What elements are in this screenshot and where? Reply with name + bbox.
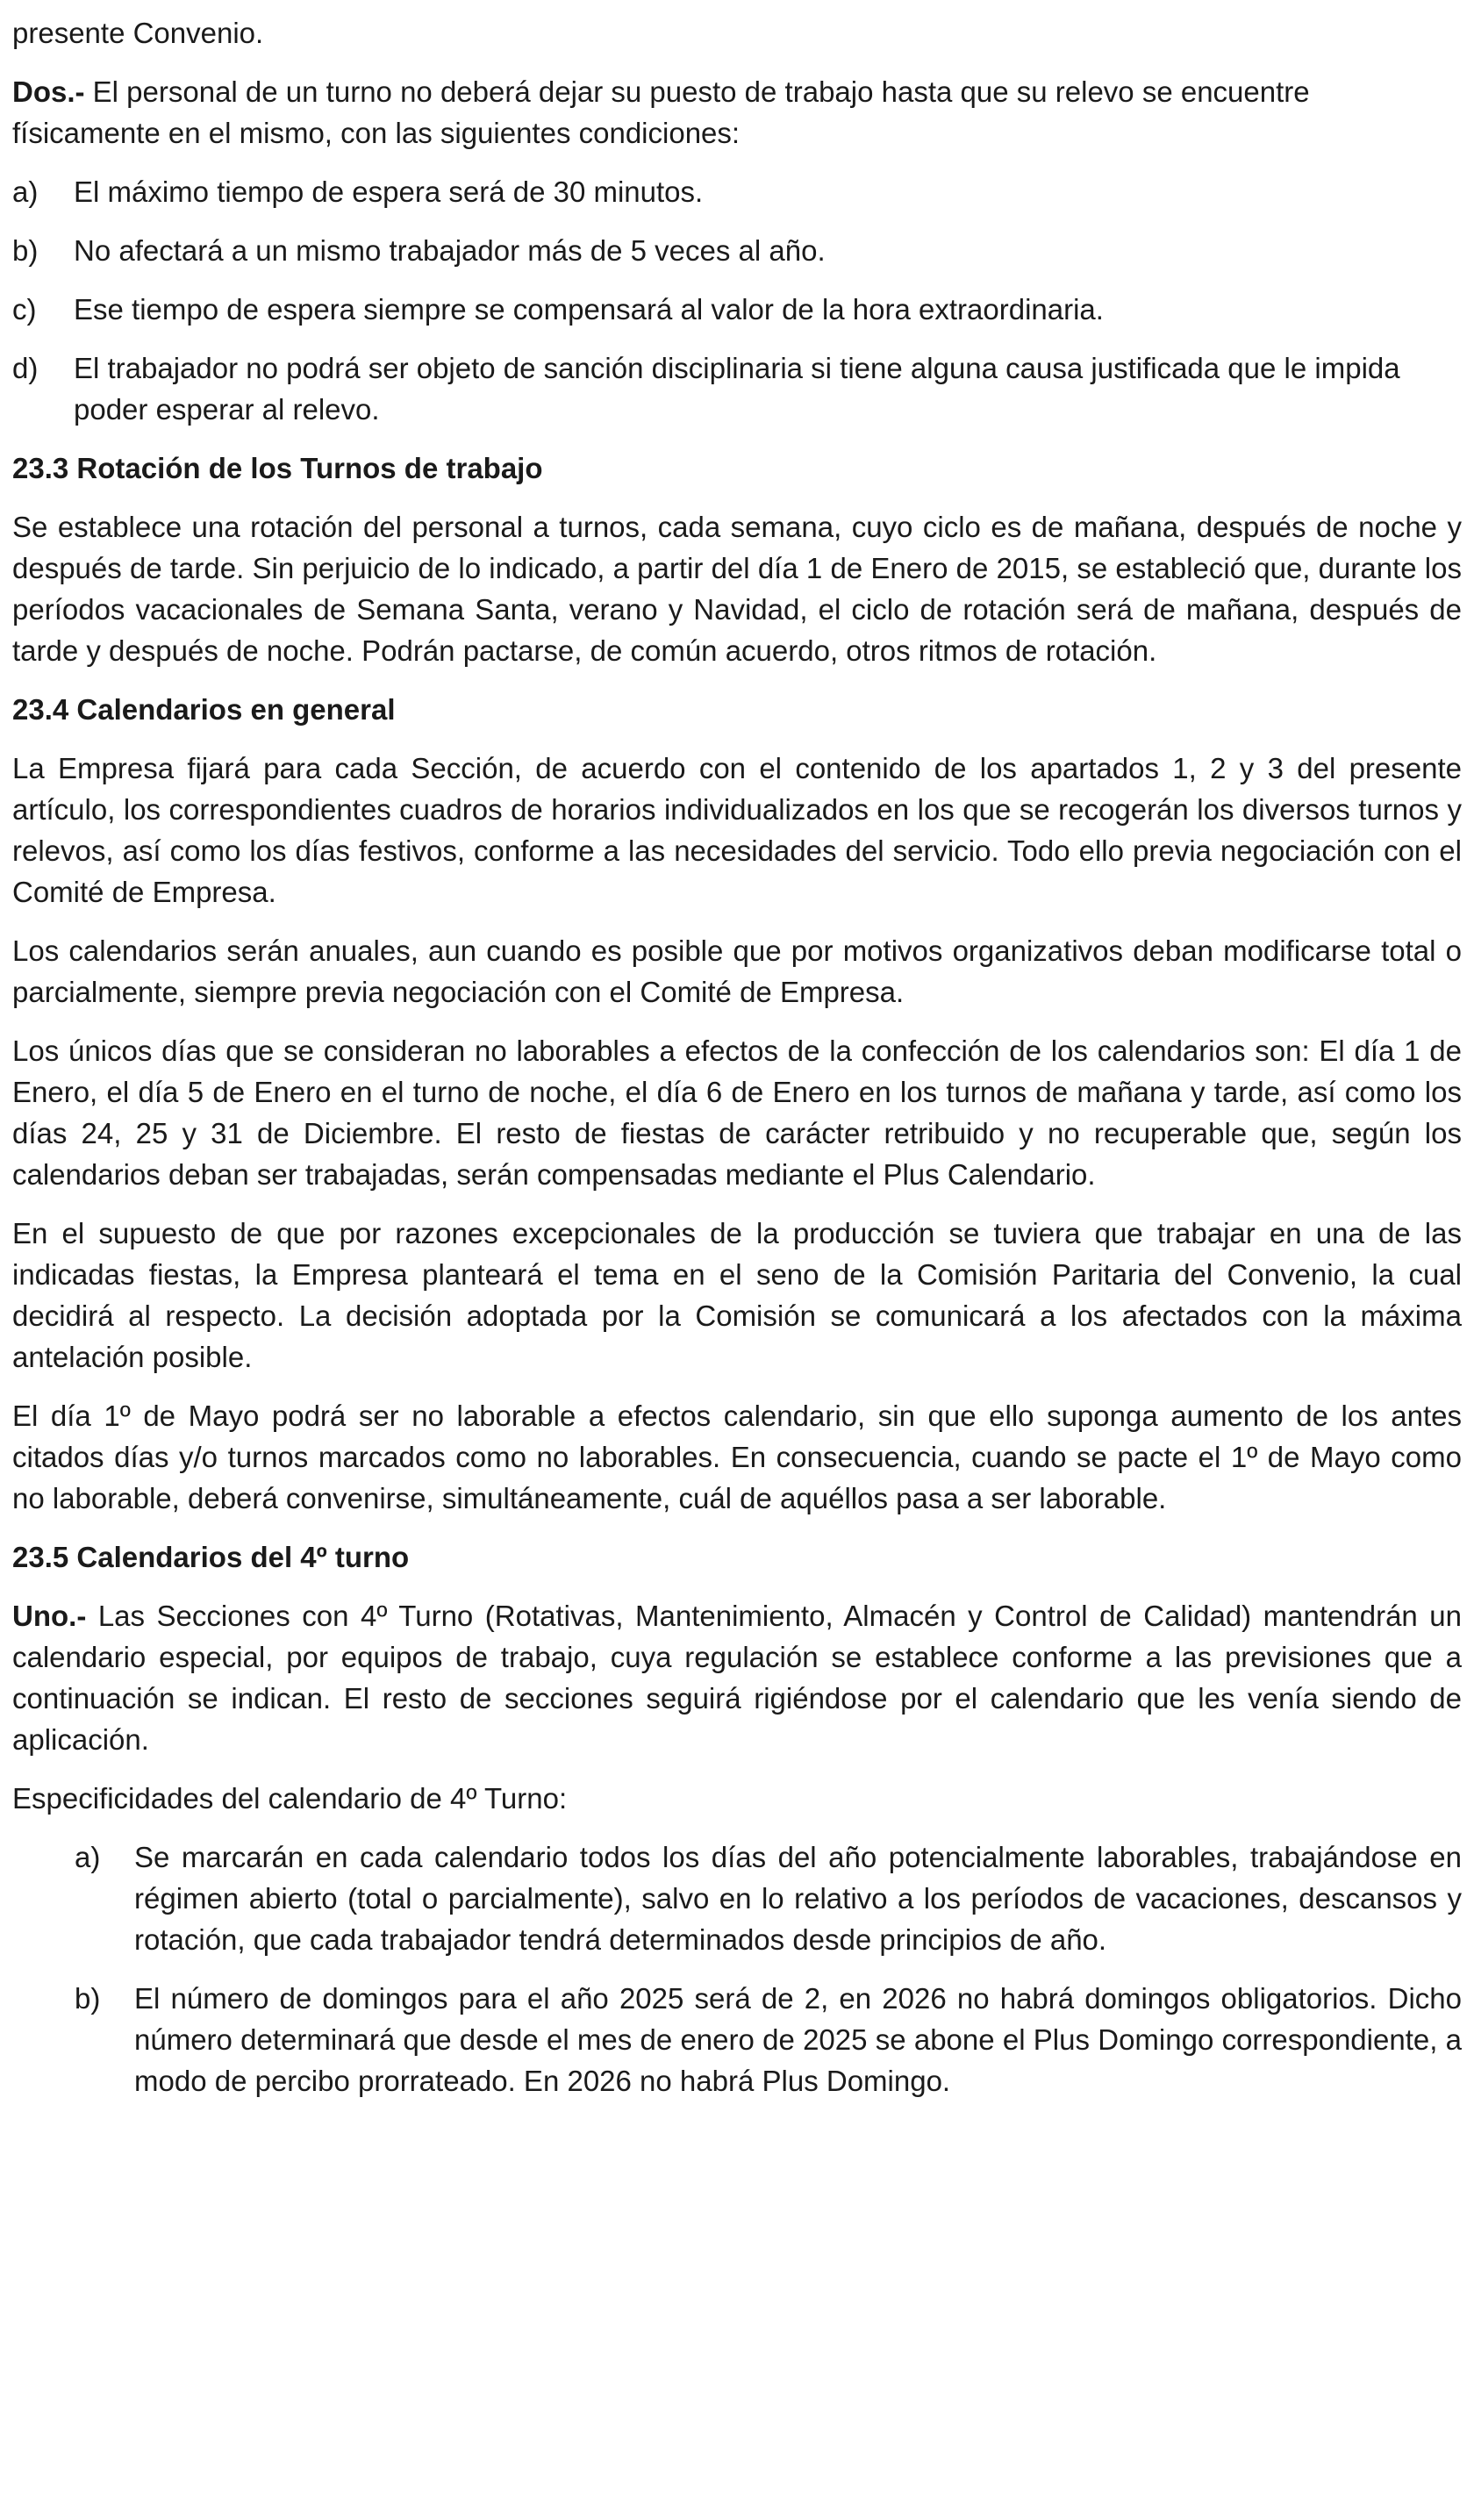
- uno-lead: Uno.-: [12, 1600, 87, 1632]
- section-heading-23-4: 23.4 Calendarios en general: [12, 693, 396, 726]
- list-item-text: El número de domingos para el año 2025 será de 2, en 2026 no habrá domingos obligatorios. Dicho número determinará que desde el mes de enero de 2025 se abone el Plus Domingo correspondiente, a modo de percibo prorrateado. En 2026 no habrá Plus Domingo.: [134, 1982, 1462, 2097]
- list-item-label: c): [12, 293, 37, 326]
- list-item-label: a): [12, 175, 39, 208]
- dos-lead: Dos.-: [12, 75, 85, 108]
- list-item-text: Se marcarán en cada calendario todos los días del año potencialmente laborables, trabajándose en régimen abierto (total o parcialmente), salvo en lo relativo a los períodos de vacaciones, descansos y rotación, que cada trabajador tendrá determinados desde principios de año.: [134, 1841, 1462, 1956]
- list-item-text: Ese tiempo de espera siempre se compensará al valor de la hora extraordinaria.: [74, 293, 1104, 326]
- paragraph: Los únicos días que se consideran no laborables a efectos de la confección de los calendarios son: El día 1 de Enero, el día 5 de Enero en el turno de noche, el día 6 de Enero en los turnos de mañana y tarde, así como los días 24, 25 y 31 de Diciembre. El resto de fiestas de carácter retribuido y no recuperable que, según los calendarios deban ser trabajadas, serán compensadas mediante el Plus Calendario.: [12, 1034, 1462, 1191]
- list-item: [12, 171, 1462, 212]
- section-heading-23-5: 23.5 Calendarios del 4º turno: [12, 1541, 410, 1573]
- list-item: [12, 289, 1462, 330]
- list-item: [12, 1978, 1462, 2101]
- paragraph: Los calendarios serán anuales, aun cuando es posible que por motivos organizativos deban modificarse total o parcialmente, siempre previa negociación con el Comité de Empresa.: [12, 934, 1462, 1008]
- intro-fragment: presente Convenio.: [12, 17, 264, 49]
- uno-paragraph: [12, 1595, 1462, 1760]
- list-item: [12, 230, 1462, 271]
- list-item-label: a): [75, 1841, 101, 1873]
- paragraph: La Empresa fijará para cada Sección, de acuerdo con el contenido de los apartados 1, 2 y 3 del presente artículo, los correspondientes cuadros de horarios individualizados en los que se recogerán los diversos turnos y relevos, así como los días festivos, conforme a las necesidades del servicio. Todo ello previa negociación con el Comité de Empresa.: [12, 752, 1462, 908]
- paragraph: En el supuesto de que por razones excepcionales de la producción se tuviera que trabajar en una de las indicadas fiestas, la Empresa planteará el tema en el seno de la Comisión Paritaria del Convenio, la cual decidirá al respecto. La decisión adoptada por la Comisión se comunicará a los afectados con la máxima antelación posible.: [12, 1217, 1462, 1373]
- list-item-label: d): [12, 352, 39, 384]
- paragraph: Se establece una rotación del personal a turnos, cada semana, cuyo ciclo es de mañana, después de noche y después de tarde. Sin perjuicio de lo indicado, a partir del día 1 de Enero de 2015, se estableció que, durante los períodos vacacionales de Semana Santa, verano y Navidad, el ciclo de rotación será de mañana, después de tarde y después de noche. Podrán pactarse, de común acuerdo, otros ritmos de rotación.: [12, 511, 1462, 667]
- list-item-label: b): [12, 234, 39, 267]
- list-item: [12, 347, 1462, 430]
- dos-paragraph: [12, 71, 1462, 154]
- list-item-text: El trabajador no podrá ser objeto de sanción disciplinaria si tiene alguna causa justificada que le impida poder esperar al relevo.: [74, 352, 1400, 426]
- list-item: [12, 1836, 1462, 1960]
- list-item-text: El máximo tiempo de espera será de 30 minutos.: [74, 175, 704, 208]
- uno-text: Las Secciones con 4º Turno (Rotativas, Mantenimiento, Almacén y Control de Calidad) mantendrán un calendario especial, por equipos de trabajo, cuya regulación se establece conforme a las previsiones que a continuación se indican. El resto de secciones seguirá rigiéndose por el calendario que les venía siendo de aplicación.: [12, 1600, 1462, 1756]
- dos-text: El personal de un turno no deberá dejar su puesto de trabajo hasta que su relevo se encuentre físicamente en el mismo, con las siguientes condiciones:: [12, 75, 1310, 149]
- list-item-label: b): [75, 1982, 101, 2015]
- list-item-text: No afectará a un mismo trabajador más de 5 veces al año.: [74, 234, 826, 267]
- paragraph: El día 1º de Mayo podrá ser no laborable a efectos calendario, sin que ello suponga aumento de los antes citados días y/o turnos marcados como no laborables. En consecuencia, cuando se pacte el 1º de Mayo como no laborable, deberá convenirse, simultáneamente, cuál de aquéllos pasa a ser laborable.: [12, 1400, 1462, 1514]
- specificities-intro: Especificidades del calendario de 4º Turno:: [12, 1782, 568, 1815]
- section-heading-23-3: 23.3 Rotación de los Turnos de trabajo: [12, 452, 543, 484]
